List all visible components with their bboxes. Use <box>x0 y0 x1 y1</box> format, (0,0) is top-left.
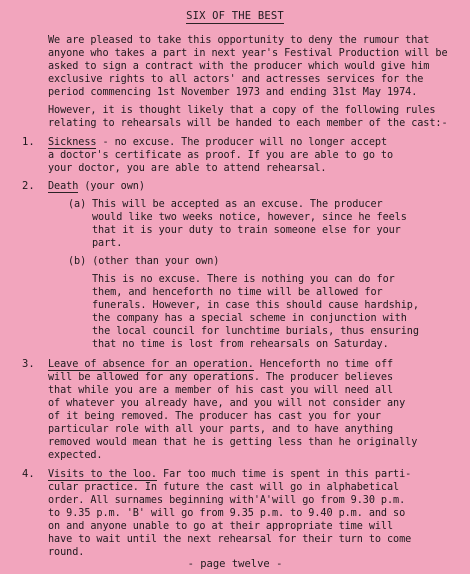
subclause-line: that it is your duty to train someone else for your <box>92 225 401 236</box>
intro-line: anyone who takes a part in next year's Festival Production will be <box>48 48 448 59</box>
intro-line: asked to sign a contract with the producer which would give him <box>48 61 430 72</box>
rule-line: a doctor's certificate as proof. If you are able to go to <box>48 150 394 161</box>
subclause-line: This will be accepted as an excuse. The producer <box>92 199 383 210</box>
rule-line: expected. <box>48 450 103 461</box>
subclause-line: that no time is lost from rehearsals on Saturday. <box>92 339 389 350</box>
rule-heading: Visits to the loo. <box>48 469 157 480</box>
rule-number: 2. <box>22 180 35 192</box>
rule-heading: Sickness <box>48 137 97 148</box>
rule-line: that while you are a member of his cast you will need all <box>48 385 394 396</box>
subclause-line: part. <box>92 238 123 249</box>
rule-line: of whatever you already have, and you will not consider any <box>48 398 406 409</box>
rule-number: 1. <box>22 136 35 148</box>
subclause-line: This is no excuse. There is nothing you can do for <box>92 274 395 285</box>
rule-line: will be allowed for any operations. The producer believes <box>48 372 394 383</box>
subclause-line: the company has a special scheme in conjunction with <box>92 313 407 324</box>
rule-line: order. All surnames beginning with'A'will go from 9.30 p.m. <box>48 495 406 506</box>
rule-first-line <box>48 358 393 371</box>
rule-first-line <box>48 180 145 193</box>
rule-line: cular practice. In future the cast will go in alphabetical <box>48 482 400 493</box>
subclause-line: them, and henceforth no time will be allowed for <box>92 287 383 298</box>
rule-line: to 9.35 p.m. 'B' will go from 9.35 p.m. to 9.40 p.m. and so <box>48 508 406 519</box>
subclause-line: funerals. However, in case this should cause hardship, <box>92 300 419 311</box>
rule-heading: Death <box>48 181 79 192</box>
rule-line: your doctor, you are able to attend rehearsal. <box>48 163 327 174</box>
rule-line: on and anyone unable to go at their appropriate time will <box>48 521 394 532</box>
rule-first-text: Henceforth no time off <box>253 359 394 370</box>
subclause-first-text: (other than your own) <box>86 256 220 267</box>
subclause-line: would like two weeks notice, however, since he feels <box>92 212 407 223</box>
rule-heading: Leave of absence for an operation. <box>48 359 254 370</box>
rule-number: 4. <box>22 468 35 480</box>
rule-line: particular role with all your parts, and to have anything <box>48 424 394 435</box>
intro-line: exclusive rights to all actors' and actresses services for the <box>48 74 424 85</box>
intro-line: period commencing 1st November 1973 and ending 31st May 1974. <box>48 87 418 98</box>
page-footer: - page twelve - <box>187 558 283 570</box>
preface-line: However, it is thought likely that a copy of the following rules <box>48 105 436 116</box>
rule-line: of it being removed. The producer has cast you for your <box>48 411 381 422</box>
preface-line: relating to rehearsals will be handed to each member of the cast:- <box>48 118 448 129</box>
rule-first-text: Far too much time is spent in this parti- <box>156 469 412 480</box>
rule-number: 3. <box>22 358 35 370</box>
subclause-line: the local council for lunchtime burials, thus ensuring <box>92 326 419 337</box>
rule-first-text: (your own) <box>78 181 145 192</box>
rule-line: have to wait until the next rehearsal for their turn to come <box>48 534 412 545</box>
rule-line: removed would mean that he is getting less than he originally <box>48 437 418 448</box>
intro-line: We are pleased to take this opportunity to deny the rumour that <box>48 35 430 46</box>
rule-line: round. <box>48 547 85 558</box>
rule-first-line <box>48 136 387 149</box>
page-title-text: SIX OF THE BEST <box>186 10 284 22</box>
subclause-label: (a) <box>68 199 87 210</box>
subclause-label: (b) <box>68 256 87 267</box>
subclause-first-line <box>68 255 219 268</box>
page-title <box>0 10 470 22</box>
rule-first-text: - no excuse. The producer will no longer accept <box>96 137 388 148</box>
rule-first-line <box>48 468 411 481</box>
